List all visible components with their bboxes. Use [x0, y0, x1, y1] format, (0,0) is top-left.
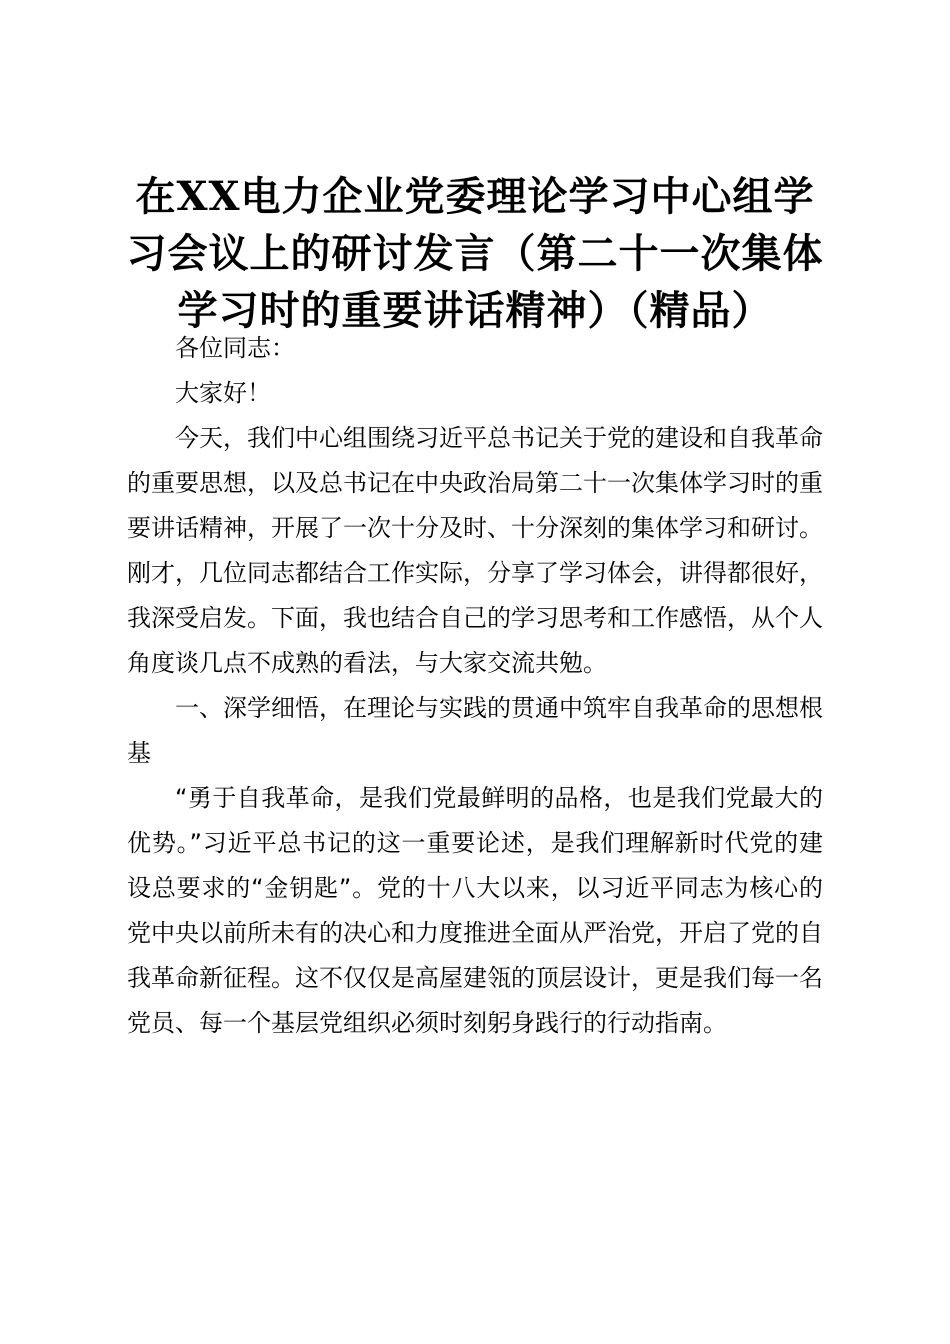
salutation: 各位同志： [175, 334, 295, 362]
document-body [127, 326, 823, 1046]
title-line-3: 学习时的重要讲话精神）（精品） [177, 287, 773, 334]
title-line-2: 习会议上的研讨发言（第二十一次集体 [126, 230, 824, 277]
document-title [118, 168, 832, 339]
section-heading-1: 一、深学细悟，在理论与实践的贯通中筑牢自我革命的思想根基 [127, 694, 823, 767]
title-line-1: 在XX电力企业党委理论学习中心组学 [135, 173, 815, 220]
opening-paragraph: 今天，我们中心组围绕习近平总书记关于党的建设和自我革命的重要思想，以及总书记在中央政治局第二十一次集体学习时的重要讲话精神，开展了一次十分及时、十分深刻的集体学习和研讨。刚才，几位同志都结合工作实际，分享了学习体会，讲得都很好，我深受启发。下面，我也结合自己的学习思考和工作感悟，从个人角度谈几点不成熟的看法，与大家交流共勉。 [127, 424, 823, 677]
greeting: 大家好！ [175, 379, 271, 407]
section-1-paragraph: “勇于自我革命，是我们党最鲜明的品格，也是我们党最大的优势。”习近平总书记的这一重要论述，是我们理解新时代党的建设总要求的“金钥匙”。党的十八大以来，以习近平同志为核心的党中央以前所未有的决心和力度推进全面从严治党，开启了党的自我革命新征程。这不仅仅是高屋建瓴的顶层设计，更是我们每一名党员、每一个基层党组织必须时刻躬身践行的行动指南。 [127, 784, 823, 1037]
